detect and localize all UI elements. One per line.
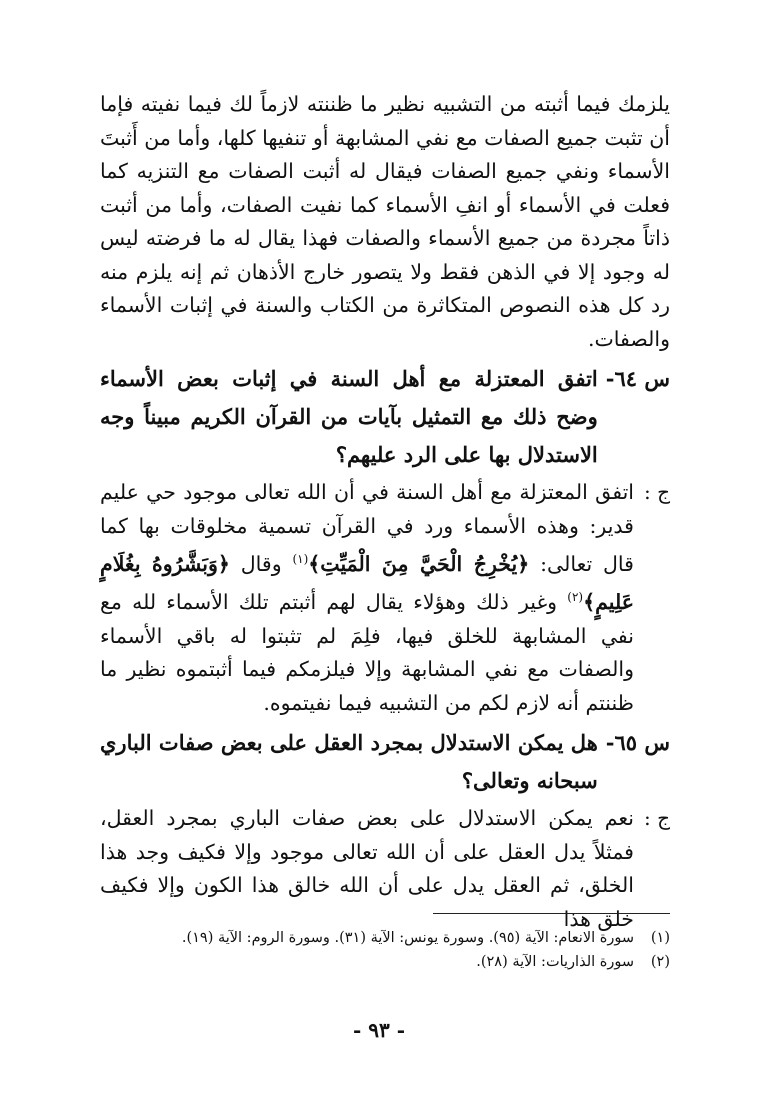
answer-64-mid: وقال bbox=[240, 551, 282, 576]
question-65-text: هل يمكن الاستدلال بمجرد العقل على بعض صفات الباري سبحانه وتعالى؟ bbox=[100, 730, 598, 794]
answer-65 bbox=[100, 802, 670, 936]
footnote-number: (٢) bbox=[650, 954, 670, 970]
footnote-text: سورة الانعام: الآية (٩٥). وسورة يونس: الآية (٣١). وسورة الروم: الآية (١٩). bbox=[181, 930, 634, 946]
quran-verse-2: ﴿وَبَشَّرُوهُ بِغُلَامٍ عَلِيمٍ﴾ bbox=[100, 551, 634, 615]
intro-paragraph: يلزمك فيما أثبته من التشبيه نظير ما ظننته لازماً لك فيما نفيته فإما أن تثبت جميع الصفات مع نفي المشابهة أو تنفيها كلها، وأما من أَثبتَ الأسماء ونفي جميع الصفات فيقال له أثبت الصفات مع التنزيه كما فعلت في الأسماء أو انفِ الأسماء كما نفيت الصفات، وأما من أثبت ذاتاً مجردة من جميع الأسماء والصفات فهذا يقال له ما فرضته ليس له وجود إلا في الذهن فقط ولا يتصور خارج الأذهان ثم إنه يلزم منه رد كل هذه النصوص المتكاثرة من الكتاب والسنة في إثبات الأسماء والصفات. bbox=[100, 92, 670, 351]
question-64 bbox=[100, 360, 670, 474]
answer-64 bbox=[100, 476, 670, 720]
footnote-item bbox=[110, 950, 670, 974]
footnotes bbox=[110, 926, 670, 974]
answer-65-text: نعم يمكن الاستدلال على بعض صفات الباري بمجرد العقل، فمثلاً يدل العقل على أن الله تعالى موجود وإلا فكيف وجد هذا الخلق، ثم العقل يدل على أن الله خالق هذا الكون وإلا فكيف خلق هذا bbox=[100, 806, 634, 931]
footnote-number: (١) bbox=[650, 930, 670, 946]
question-65 bbox=[100, 724, 670, 800]
footnote-item bbox=[110, 926, 670, 950]
footnote-ref-2: (٢) bbox=[567, 590, 584, 605]
footnote-divider bbox=[433, 913, 670, 914]
answer-65-label: ج : bbox=[643, 806, 670, 831]
answer-64-text bbox=[100, 476, 634, 720]
question-65-label: س ٦٥- bbox=[605, 730, 670, 756]
answer-64-part1: اتفق المعتزلة مع أهل السنة في أن الله تعالى موجود حي عليم قدير: وهذه الأسماء ورد في القرآن تسمية مخلوقات بها كما قال تعالى: bbox=[100, 480, 634, 576]
page-number: - ٩٣ - bbox=[352, 1018, 405, 1042]
quran-verse-1: ﴿يُخْرِجُ الْحَيَّ مِنَ الْمَيِّتِ﴾ bbox=[308, 551, 530, 576]
footnote-text: سورة الذاريات: الآية (٢٨). bbox=[476, 954, 634, 970]
answer-64-part2: وغير ذلك وهؤلاء يقال لهم أثبتم تلك الأسماء لله مع نفي المشابهة للخلق فيها، فلِمَ لم تثبتوا له باقي الأسماء والصفات مع نفي المشابهة وإلا فيلزمكم فيما أثبتموه نظير ما ظننتم أنه لازم لكم من التشبيه فيما نفيتموه. bbox=[100, 590, 634, 715]
page-body bbox=[100, 88, 670, 936]
question-64-text: اتفق المعتزلة مع أهل السنة في إثبات بعض الأسماء وضح ذلك مع التمثيل بآيات من القرآن الكريم مبيناً وجه الاستدلال بها على الرد عليهم؟ bbox=[100, 366, 598, 467]
answer-64-label: ج : bbox=[643, 480, 670, 504]
footnote-ref-1: (١) bbox=[292, 552, 309, 566]
question-64-label: س ٦٤- bbox=[605, 366, 670, 391]
